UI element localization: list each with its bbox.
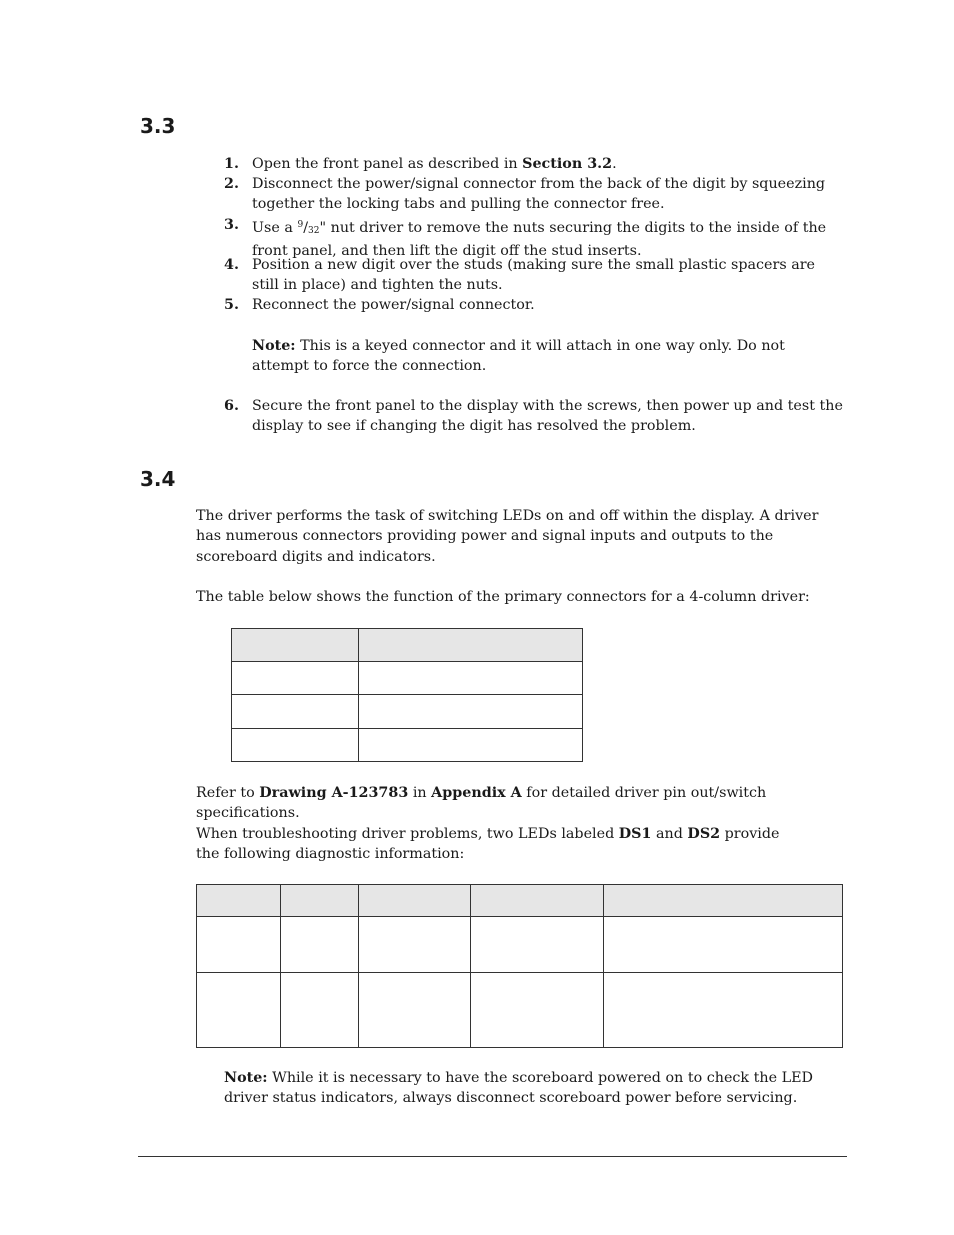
table-row [232,662,583,695]
note-label: Note: [252,338,296,354]
diagnostic-led-table [196,884,843,1048]
step-5 [224,295,844,315]
step-text: Disconnect the power/signal connector from the back of the digit by squeezing together the locking tabs and pulling the connector free. [252,176,826,213]
table-cell [471,917,604,973]
connector-function-table [231,628,583,762]
table-cell [232,662,359,695]
table-header-row [197,885,843,917]
step-number: 6. [224,398,239,414]
table-cell [359,662,583,695]
step-6 [224,396,844,437]
step-number: 4. [224,257,239,273]
step-text: Use a $^9/_{32}$" nut driver to remove the nuts securing the digits to the inside of the front panel, and then lift the digit off the stud inserts. [252,220,827,260]
table-cell [604,973,843,1048]
table-row [232,695,583,729]
header-cell [281,885,359,917]
drawing-reference-paragraph: Refer to Drawing A-123783 in Appendix A for detailed driver pin out/switch specifications. [196,785,767,822]
table-row [197,917,843,973]
header-cell [359,885,471,917]
header-cell [232,629,359,662]
troubleshooting-paragraph: When troubleshooting driver problems, two LEDs labeled DS1 and DS2 provide the following diagnostic information: [196,826,780,863]
drawing-reference: Drawing A-123783 [259,785,409,801]
table-cell [471,973,604,1048]
step-text: Position a new digit over the studs (making sure the small plastic spacers are still in place) and tighten the nuts. [252,257,816,294]
header-cell [471,885,604,917]
table-cell [281,973,359,1048]
step-number: 3. [224,217,239,233]
step-text: Reconnect the power/signal connector. [252,297,535,313]
table-cell [197,973,281,1048]
table-header-row [232,629,583,662]
connector-note: Note: This is a keyed connector and it will attach in one way only. Do not attempt to force the connection. [252,338,785,375]
table-cell [281,917,359,973]
table-cell [604,917,843,973]
appendix-reference: Appendix A [431,785,522,801]
section-3-4-heading: 3.4 [140,467,176,491]
step-number: 1. [224,156,239,172]
ds2-label: DS2 [687,826,721,842]
section-reference: Section 3.2 [522,156,613,172]
table-row [197,973,843,1048]
step-4 [224,255,844,296]
note-label: Note: [224,1070,268,1086]
header-cell [359,629,583,662]
table-cell [197,917,281,973]
header-cell [604,885,843,917]
driver-intro-paragraph: The driver performs the task of switching LEDs on and off within the display. A driver has numerous connectors providing power and signal inputs and outputs to the scoreboard digits and indicators. [196,508,819,565]
footer-divider [138,1156,847,1157]
table-cell [232,729,359,762]
table-cell [232,695,359,729]
header-cell [197,885,281,917]
table-cell [359,917,471,973]
step-text: Secure the front panel to the display with the screws, then power up and test the display to see if changing the digit has resolved the problem. [252,398,843,435]
power-note: Note: While it is necessary to have the scoreboard powered on to check the LED driver status indicators, always disconnect scoreboard power before servicing. [224,1070,813,1107]
table-cell [359,973,471,1048]
table-intro-paragraph: The table below shows the function of the primary connectors for a 4-column driver: [196,589,810,605]
ds1-label: DS1 [618,826,652,842]
table-row [232,729,583,762]
step-text: Open the front panel as described in Section 3.2. [252,156,617,172]
table-cell [359,695,583,729]
step-number: 5. [224,297,239,313]
step-number: 2. [224,176,239,192]
step-2 [224,174,844,215]
step-1 [224,154,844,174]
table-cell [359,729,583,762]
section-3-3-heading: 3.3 [140,114,176,138]
